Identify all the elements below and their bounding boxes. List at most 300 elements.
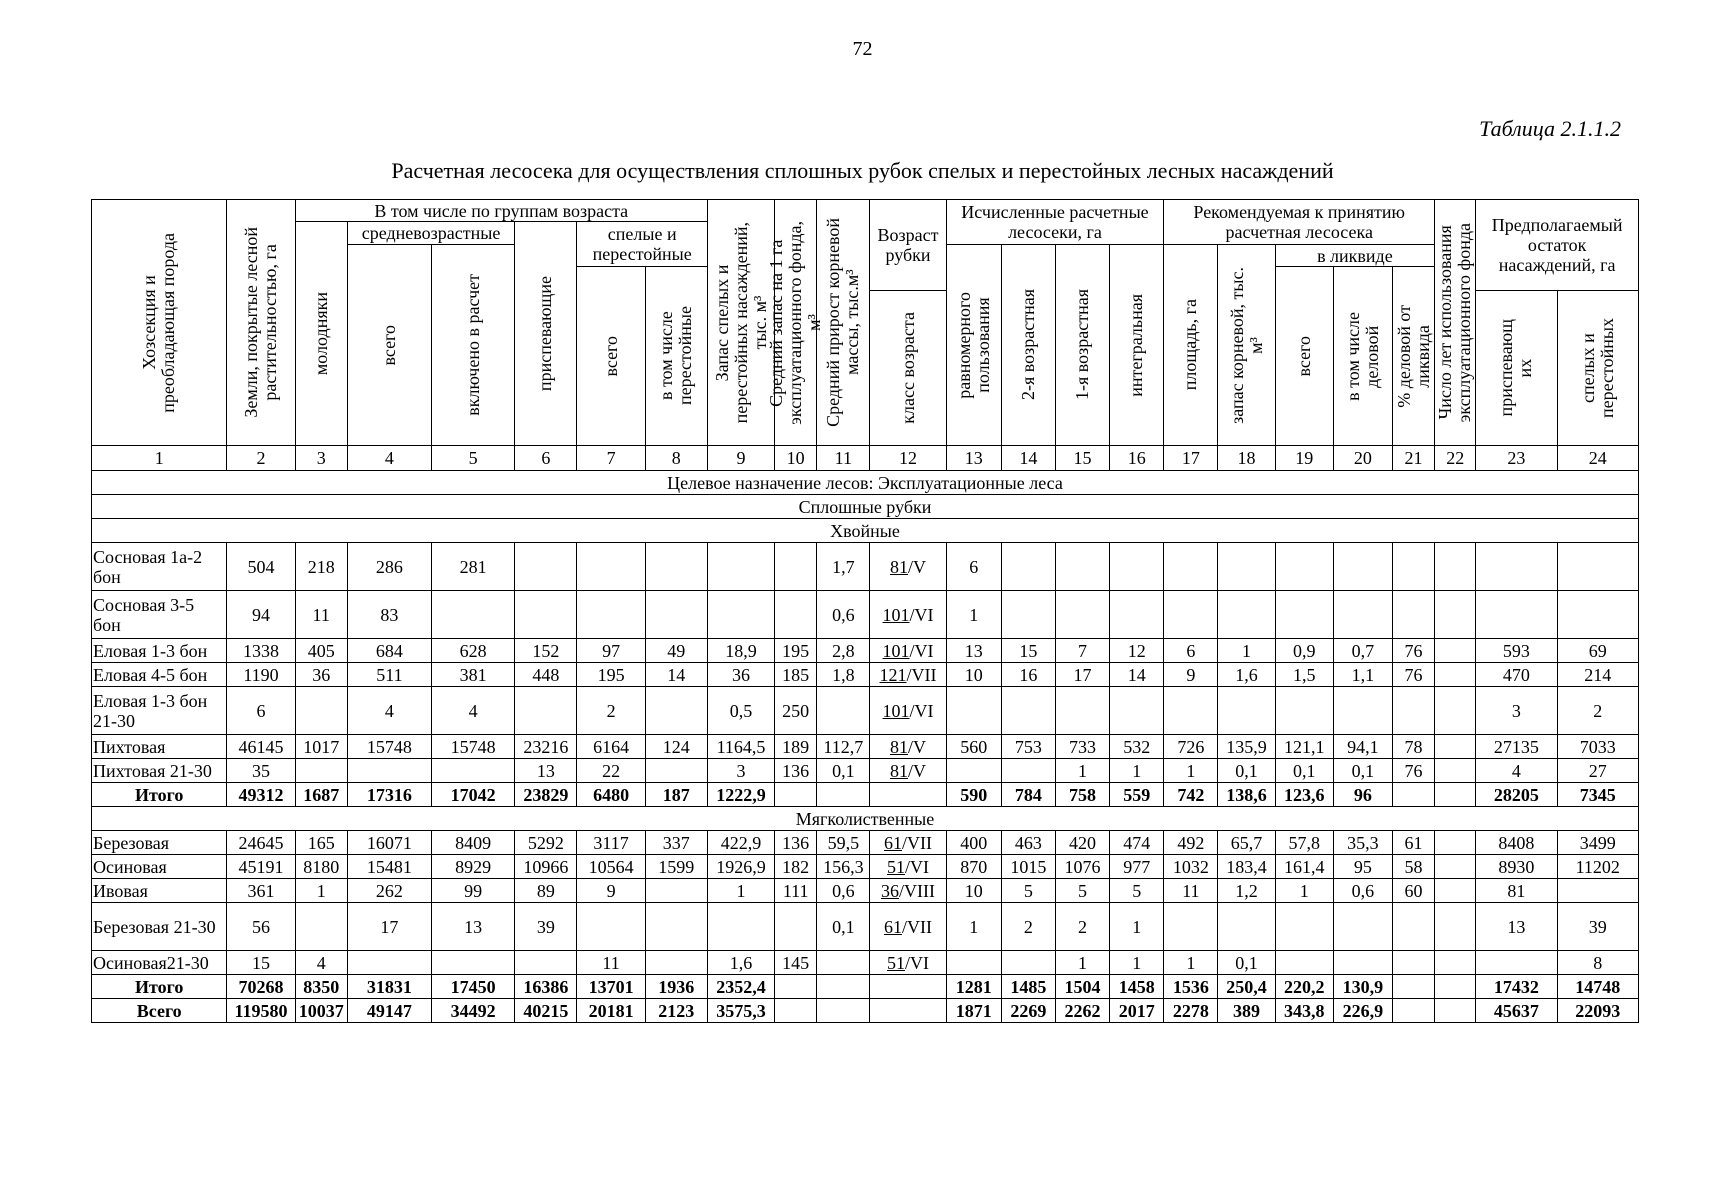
cell-c9: 1164,5 xyxy=(707,735,774,759)
cell-c3: 8350 xyxy=(295,975,347,999)
cell-c22 xyxy=(1435,687,1476,735)
cell-c21: 61 xyxy=(1392,831,1434,855)
header-c1: Хозсекция и преобладающая порода xyxy=(92,200,227,446)
table-body xyxy=(92,446,1639,1023)
cell-c11 xyxy=(817,951,870,975)
column-number-cell: 4 xyxy=(347,446,431,471)
cut-age: 81 xyxy=(890,760,908,781)
cell-c21 xyxy=(1392,543,1434,591)
column-number-cell: 10 xyxy=(775,446,817,471)
cell-c8: 49 xyxy=(645,639,707,663)
cell-c17: 1 xyxy=(1164,951,1218,975)
cell-c9 xyxy=(707,903,774,951)
cell-c20 xyxy=(1333,591,1392,639)
cell-c6: 23829 xyxy=(515,783,577,807)
cell-c24: 14748 xyxy=(1557,975,1639,999)
cell-c2: 1338 xyxy=(227,639,295,663)
cut-age: 81 xyxy=(890,556,908,577)
cell-c11 xyxy=(817,999,870,1023)
cell-c13: 1 xyxy=(946,591,1001,639)
separator: / xyxy=(909,640,915,661)
cell-c16: 1458 xyxy=(1110,975,1164,999)
header-c12: класс возраста xyxy=(870,291,946,446)
header-c15: 1-я возрастная xyxy=(1055,245,1109,446)
cell-c24: 214 xyxy=(1557,663,1639,687)
cell-c17: 9 xyxy=(1164,663,1218,687)
cell-c14 xyxy=(1001,687,1055,735)
header-c10: Средний запас на 1 га эксплуатационного фонда, м³ xyxy=(775,200,817,446)
separator: / xyxy=(899,880,905,901)
cell-c16: 474 xyxy=(1110,831,1164,855)
cell-c10: 111 xyxy=(775,879,817,903)
cell-c16 xyxy=(1110,543,1164,591)
cell-c7 xyxy=(577,903,645,951)
cell-c24: 2 xyxy=(1557,687,1639,735)
cell-c18 xyxy=(1218,687,1275,735)
cell-c23 xyxy=(1476,591,1557,639)
cell-c17 xyxy=(1164,687,1218,735)
cell-c11: 0,1 xyxy=(817,903,870,951)
table-row xyxy=(92,903,1639,951)
cell-c6: 5292 xyxy=(515,831,577,855)
cell-c6: 39 xyxy=(515,903,577,951)
cell-c19: 0,1 xyxy=(1275,759,1333,783)
cell-c7: 9 xyxy=(577,879,645,903)
section-purpose xyxy=(92,471,1639,495)
cell-c4: 286 xyxy=(347,543,431,591)
cell-c4: 83 xyxy=(347,591,431,639)
column-number-cell: 9 xyxy=(707,446,774,471)
conifer-total-row xyxy=(92,783,1639,807)
cell-c17: 1 xyxy=(1164,759,1218,783)
cell-c21: 76 xyxy=(1392,663,1434,687)
cut-age: 101 xyxy=(882,700,910,721)
cell-c2: 119580 xyxy=(227,999,295,1023)
cell-c3: 165 xyxy=(295,831,347,855)
cell-c17 xyxy=(1164,591,1218,639)
column-number-cell: 2 xyxy=(227,446,295,471)
header-ripe-group: спелые и перестойные xyxy=(577,222,707,267)
cell-c4 xyxy=(347,951,431,975)
cell-c17: 726 xyxy=(1164,735,1218,759)
cell-c16: 1 xyxy=(1110,951,1164,975)
cell-c4 xyxy=(347,759,431,783)
header-c3: молодняки xyxy=(295,222,347,446)
cell-c10: 136 xyxy=(775,759,817,783)
age-class: VI xyxy=(914,604,934,625)
cell-c23: 470 xyxy=(1476,663,1557,687)
cell-c15 xyxy=(1055,543,1109,591)
cell-c7: 11 xyxy=(577,951,645,975)
cell-c12 xyxy=(870,759,946,783)
age-class: VI xyxy=(910,856,930,877)
table-row xyxy=(92,831,1639,855)
row-name: Сосновая 1а-2 бон xyxy=(92,543,227,591)
cell-c20: 94,1 xyxy=(1333,735,1392,759)
cell-c16: 1 xyxy=(1110,759,1164,783)
cell-c16: 5 xyxy=(1110,879,1164,903)
cell-c8 xyxy=(645,687,707,735)
header-c16: интегральная xyxy=(1110,245,1164,446)
cell-c14: 1015 xyxy=(1001,855,1055,879)
cell-c13: 560 xyxy=(946,735,1001,759)
cell-c18: 389 xyxy=(1218,999,1275,1023)
cell-c8 xyxy=(645,903,707,951)
cell-c9: 3 xyxy=(707,759,774,783)
header-c23: приспевающ их xyxy=(1476,291,1557,446)
cell-c10 xyxy=(775,783,817,807)
cell-c12 xyxy=(870,543,946,591)
cell-c18: 183,4 xyxy=(1218,855,1275,879)
cell-c18: 138,6 xyxy=(1218,783,1275,807)
age-class: VII xyxy=(911,664,937,685)
cell-c12 xyxy=(870,975,946,999)
cell-c11: 156,3 xyxy=(817,855,870,879)
header-c20: в том числе деловой xyxy=(1333,267,1392,446)
cut-age: 81 xyxy=(890,736,908,757)
cell-c9 xyxy=(707,543,774,591)
cell-c13: 1871 xyxy=(946,999,1001,1023)
cell-c23: 17432 xyxy=(1476,975,1557,999)
cell-c9: 1,6 xyxy=(707,951,774,975)
cell-c10: 136 xyxy=(775,831,817,855)
section-conifers xyxy=(92,519,1639,543)
cell-c8 xyxy=(645,879,707,903)
cell-c6 xyxy=(515,687,577,735)
cell-c13 xyxy=(946,951,1001,975)
cell-c10: 185 xyxy=(775,663,817,687)
age-class: V xyxy=(913,736,927,757)
column-number-cell: 16 xyxy=(1110,446,1164,471)
cell-c14 xyxy=(1001,591,1055,639)
page-number: 72 xyxy=(852,38,873,60)
cell-c2: 46145 xyxy=(227,735,295,759)
cell-c23: 4 xyxy=(1476,759,1557,783)
row-name: Сосновая 3-5 бон xyxy=(92,591,227,639)
cell-c10: 195 xyxy=(775,639,817,663)
cell-c2: 49312 xyxy=(227,783,295,807)
separator: / xyxy=(906,664,912,685)
cell-c3: 405 xyxy=(295,639,347,663)
header-c13: равномерного пользования xyxy=(946,245,1001,446)
cell-c15: 758 xyxy=(1055,783,1109,807)
separator: / xyxy=(908,736,914,757)
softwood-total-row xyxy=(92,975,1639,999)
cell-c11: 0,1 xyxy=(817,759,870,783)
cell-c3: 1 xyxy=(295,879,347,903)
cell-c23: 593 xyxy=(1476,639,1557,663)
cell-c8: 1599 xyxy=(645,855,707,879)
cell-c14: 5 xyxy=(1001,879,1055,903)
cell-c19: 121,1 xyxy=(1275,735,1333,759)
cell-c22 xyxy=(1435,879,1476,903)
cell-c13 xyxy=(946,687,1001,735)
cell-c3: 218 xyxy=(295,543,347,591)
table-row xyxy=(92,855,1639,879)
cut-age: 61 xyxy=(884,832,902,853)
cell-c17: 6 xyxy=(1164,639,1218,663)
cell-c15: 420 xyxy=(1055,831,1109,855)
column-number-cell: 19 xyxy=(1275,446,1333,471)
cell-c8 xyxy=(645,591,707,639)
header-c7: всего xyxy=(577,267,645,446)
cell-c5: 99 xyxy=(432,879,515,903)
cell-c2: 94 xyxy=(227,591,295,639)
cell-c24: 7345 xyxy=(1557,783,1639,807)
age-class: VI xyxy=(910,952,930,973)
cell-c3 xyxy=(295,687,347,735)
cell-c21: 60 xyxy=(1392,879,1434,903)
cell-c9: 422,9 xyxy=(707,831,774,855)
cell-c14 xyxy=(1001,759,1055,783)
section-softwood xyxy=(92,807,1639,831)
header-c24: спелых и перестойных xyxy=(1557,291,1639,446)
cell-c22 xyxy=(1435,543,1476,591)
cut-age: 101 xyxy=(882,604,910,625)
table-row xyxy=(92,639,1639,663)
cell-c16: 559 xyxy=(1110,783,1164,807)
table-row xyxy=(92,879,1639,903)
cell-c7: 10564 xyxy=(577,855,645,879)
cell-c18 xyxy=(1218,903,1275,951)
cell-c14: 1485 xyxy=(1001,975,1055,999)
cell-c3: 1017 xyxy=(295,735,347,759)
cell-c18: 1 xyxy=(1218,639,1275,663)
cell-c8: 124 xyxy=(645,735,707,759)
cell-c13: 10 xyxy=(946,879,1001,903)
grand-total-row xyxy=(92,999,1639,1023)
cell-c21 xyxy=(1392,903,1434,951)
cell-c8: 2123 xyxy=(645,999,707,1023)
cell-c14: 15 xyxy=(1001,639,1055,663)
cell-c13: 590 xyxy=(946,783,1001,807)
cell-c15: 2 xyxy=(1055,903,1109,951)
header-c21: % деловой от ликвида xyxy=(1392,267,1434,446)
cell-c6: 89 xyxy=(515,879,577,903)
header-c19: всего xyxy=(1275,267,1333,446)
table-row xyxy=(92,687,1639,735)
cell-c3: 36 xyxy=(295,663,347,687)
cell-c19: 0,9 xyxy=(1275,639,1333,663)
cell-c24: 7033 xyxy=(1557,735,1639,759)
column-number-cell: 13 xyxy=(946,446,1001,471)
cell-c6: 40215 xyxy=(515,999,577,1023)
cell-c4: 4 xyxy=(347,687,431,735)
cell-c15: 5 xyxy=(1055,879,1109,903)
cut-age: 51 xyxy=(887,952,905,973)
cell-c20 xyxy=(1333,951,1392,975)
cell-c13: 1281 xyxy=(946,975,1001,999)
cell-c24 xyxy=(1557,879,1639,903)
cell-c20: 226,9 xyxy=(1333,999,1392,1023)
cell-c23: 8408 xyxy=(1476,831,1557,855)
age-class: VI xyxy=(914,700,934,721)
cell-c3 xyxy=(295,759,347,783)
cell-c24: 11202 xyxy=(1557,855,1639,879)
cell-c4: 511 xyxy=(347,663,431,687)
section-purpose-cell: Целевое назначение лесов: Эксплуатационные леса xyxy=(92,471,1639,495)
cell-c8 xyxy=(645,951,707,975)
cell-c24: 27 xyxy=(1557,759,1639,783)
cell-c21: 76 xyxy=(1392,639,1434,663)
cell-c5: 34492 xyxy=(432,999,515,1023)
cell-c8: 187 xyxy=(645,783,707,807)
section-cut-type xyxy=(92,495,1639,519)
cell-c5: 13 xyxy=(432,903,515,951)
cell-c19 xyxy=(1275,543,1333,591)
cell-c12 xyxy=(870,591,946,639)
cell-c9: 1 xyxy=(707,879,774,903)
cell-c24: 39 xyxy=(1557,903,1639,951)
cell-c15: 1 xyxy=(1055,951,1109,975)
cell-c22 xyxy=(1435,951,1476,975)
cell-c6: 152 xyxy=(515,639,577,663)
header-c8: в том числе перестойные xyxy=(645,267,707,446)
cell-c20: 35,3 xyxy=(1333,831,1392,855)
cell-c14: 784 xyxy=(1001,783,1055,807)
cell-c18: 1,6 xyxy=(1218,663,1275,687)
cell-c5: 381 xyxy=(432,663,515,687)
cell-c3: 8180 xyxy=(295,855,347,879)
cell-c17 xyxy=(1164,543,1218,591)
header-age-cut: Возраст рубки xyxy=(870,200,946,291)
cell-c5: 8409 xyxy=(432,831,515,855)
cell-c15: 7 xyxy=(1055,639,1109,663)
cell-c13: 870 xyxy=(946,855,1001,879)
cell-c2: 56 xyxy=(227,903,295,951)
row-name: Всего xyxy=(92,999,227,1023)
age-class: V xyxy=(913,556,927,577)
cell-c6 xyxy=(515,543,577,591)
cell-c21: 76 xyxy=(1392,759,1434,783)
cell-c6: 23216 xyxy=(515,735,577,759)
row-name: Осиновая xyxy=(92,855,227,879)
cell-c23: 81 xyxy=(1476,879,1557,903)
cell-c7 xyxy=(577,543,645,591)
cell-c4: 49147 xyxy=(347,999,431,1023)
column-number-cell: 7 xyxy=(577,446,645,471)
cell-c11: 0,6 xyxy=(817,879,870,903)
cell-c20: 96 xyxy=(1333,783,1392,807)
cell-c19 xyxy=(1275,591,1333,639)
cell-c19: 57,8 xyxy=(1275,831,1333,855)
column-number-cell: 5 xyxy=(432,446,515,471)
table-row xyxy=(92,951,1639,975)
cell-c4: 262 xyxy=(347,879,431,903)
cell-c22 xyxy=(1435,855,1476,879)
row-name: Итого xyxy=(92,975,227,999)
cell-c4: 15481 xyxy=(347,855,431,879)
cell-c2: 45191 xyxy=(227,855,295,879)
cell-c18: 0,1 xyxy=(1218,951,1275,975)
cut-age: 61 xyxy=(884,916,902,937)
table-row xyxy=(92,663,1639,687)
cell-c21 xyxy=(1392,783,1434,807)
cell-c3: 4 xyxy=(295,951,347,975)
cell-c7: 2 xyxy=(577,687,645,735)
cell-c2: 504 xyxy=(227,543,295,591)
cell-c16: 14 xyxy=(1110,663,1164,687)
row-name: Итого xyxy=(92,783,227,807)
cell-c2: 361 xyxy=(227,879,295,903)
cell-c14 xyxy=(1001,543,1055,591)
cell-c23: 27135 xyxy=(1476,735,1557,759)
cell-c8: 1936 xyxy=(645,975,707,999)
cell-c9 xyxy=(707,591,774,639)
cell-c18 xyxy=(1218,543,1275,591)
cell-c7: 97 xyxy=(577,639,645,663)
header-c9: Запас спелых и перестойных насаждений, тыс. м³ xyxy=(707,200,774,446)
cell-c18: 0,1 xyxy=(1218,759,1275,783)
cell-c11 xyxy=(817,783,870,807)
age-class: VI xyxy=(914,640,934,661)
cell-c8: 14 xyxy=(645,663,707,687)
cell-c3 xyxy=(295,903,347,951)
cell-c22 xyxy=(1435,759,1476,783)
cell-c12 xyxy=(870,831,946,855)
cell-c4: 15748 xyxy=(347,735,431,759)
header-c22: Число лет использования эксплуатационного фонда xyxy=(1435,200,1476,446)
cell-c7 xyxy=(577,591,645,639)
header-c5: включено в расчет xyxy=(432,245,515,446)
cell-c4: 684 xyxy=(347,639,431,663)
cell-c6 xyxy=(515,951,577,975)
cell-c5: 17042 xyxy=(432,783,515,807)
cell-c12 xyxy=(870,855,946,879)
cell-c17 xyxy=(1164,903,1218,951)
cell-c19 xyxy=(1275,951,1333,975)
cell-c8: 337 xyxy=(645,831,707,855)
cell-c14: 2269 xyxy=(1001,999,1055,1023)
cell-c23: 45637 xyxy=(1476,999,1557,1023)
cell-c12 xyxy=(870,687,946,735)
cell-c6: 13 xyxy=(515,759,577,783)
cell-c17: 11 xyxy=(1164,879,1218,903)
cell-c10 xyxy=(775,591,817,639)
table-row xyxy=(92,543,1639,591)
cell-c17: 1032 xyxy=(1164,855,1218,879)
header-c6: приспевающие xyxy=(515,222,577,446)
cell-c16 xyxy=(1110,591,1164,639)
header-mid-group: средневозрастные xyxy=(347,222,515,245)
cell-c19: 1,5 xyxy=(1275,663,1333,687)
cell-c2: 70268 xyxy=(227,975,295,999)
cell-c13: 6 xyxy=(946,543,1001,591)
row-name: Ивовая xyxy=(92,879,227,903)
cell-c22 xyxy=(1435,903,1476,951)
header-rem-group: Предполагаемый остаток насаждений, га xyxy=(1476,200,1639,291)
cell-c3: 11 xyxy=(295,591,347,639)
table-row xyxy=(92,759,1639,783)
cell-c7: 22 xyxy=(577,759,645,783)
cell-c2: 24645 xyxy=(227,831,295,855)
cell-c2: 1190 xyxy=(227,663,295,687)
cell-c24: 69 xyxy=(1557,639,1639,663)
cell-c15: 733 xyxy=(1055,735,1109,759)
row-name: Еловая 1-3 бон 21-30 xyxy=(92,687,227,735)
cell-c15: 1076 xyxy=(1055,855,1109,879)
separator: / xyxy=(902,916,908,937)
cell-c15: 2262 xyxy=(1055,999,1109,1023)
cell-c22 xyxy=(1435,831,1476,855)
cell-c21: 78 xyxy=(1392,735,1434,759)
separator: / xyxy=(902,832,908,853)
row-name: Еловая 4-5 бон xyxy=(92,663,227,687)
cell-c5 xyxy=(432,951,515,975)
cell-c10: 250 xyxy=(775,687,817,735)
cell-c7: 3117 xyxy=(577,831,645,855)
cell-c20: 0,1 xyxy=(1333,759,1392,783)
